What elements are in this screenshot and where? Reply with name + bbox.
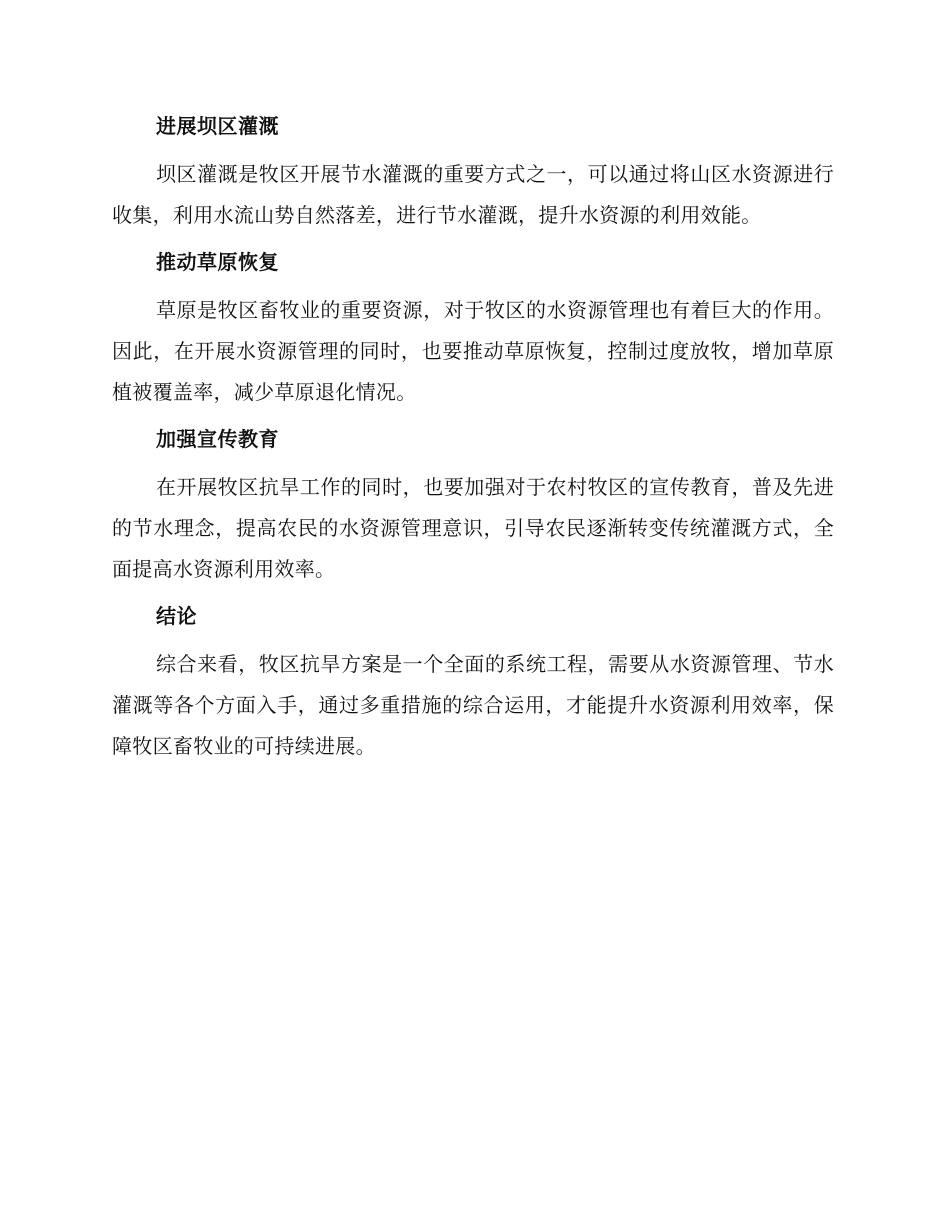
section-heading: 推动草原恢复 [156,250,279,274]
section-paragraph: 坝区灌溉是牧区开展节水灌溉的重要方式之一，可以通过将山区水资源进行收集，利用水流山势自然落差，进行节水灌溉，提升水资源的利用效能。 [112,162,834,227]
section-paragraph: 在开展牧区抗旱工作的同时，也要加强对于农村牧区的宣传教育，普及先进的节水理念，提高农民的水资源管理意识，引导农民逐渐转变传统灌溉方式，全面提高水资源利用效率。 [112,475,834,581]
section-paragraph: 草原是牧区畜牧业的重要资源，对于牧区的水资源管理也有着巨大的作用。因此，在开展水资源管理的同时，也要推动草原恢复，控制过度放牧，增加草原植被覆盖率，减少草原退化情况。 [112,298,834,404]
section-grassland-restoration [112,246,834,413]
section-heading: 结论 [156,604,197,628]
section-heading: 进展坝区灌溉 [156,114,279,138]
section-dam-irrigation [112,110,834,236]
document-body [112,110,834,777]
section-publicity-education [112,423,834,590]
section-conclusion [112,600,834,767]
section-paragraph: 综合来看，牧区抗旱方案是一个全面的系统工程，需要从水资源管理、节水灌溉等各个方面入手，通过多重措施的综合运用，才能提升水资源利用效率，保障牧区畜牧业的可持续进展。 [112,652,834,758]
section-heading: 加强宣传教育 [156,427,279,451]
